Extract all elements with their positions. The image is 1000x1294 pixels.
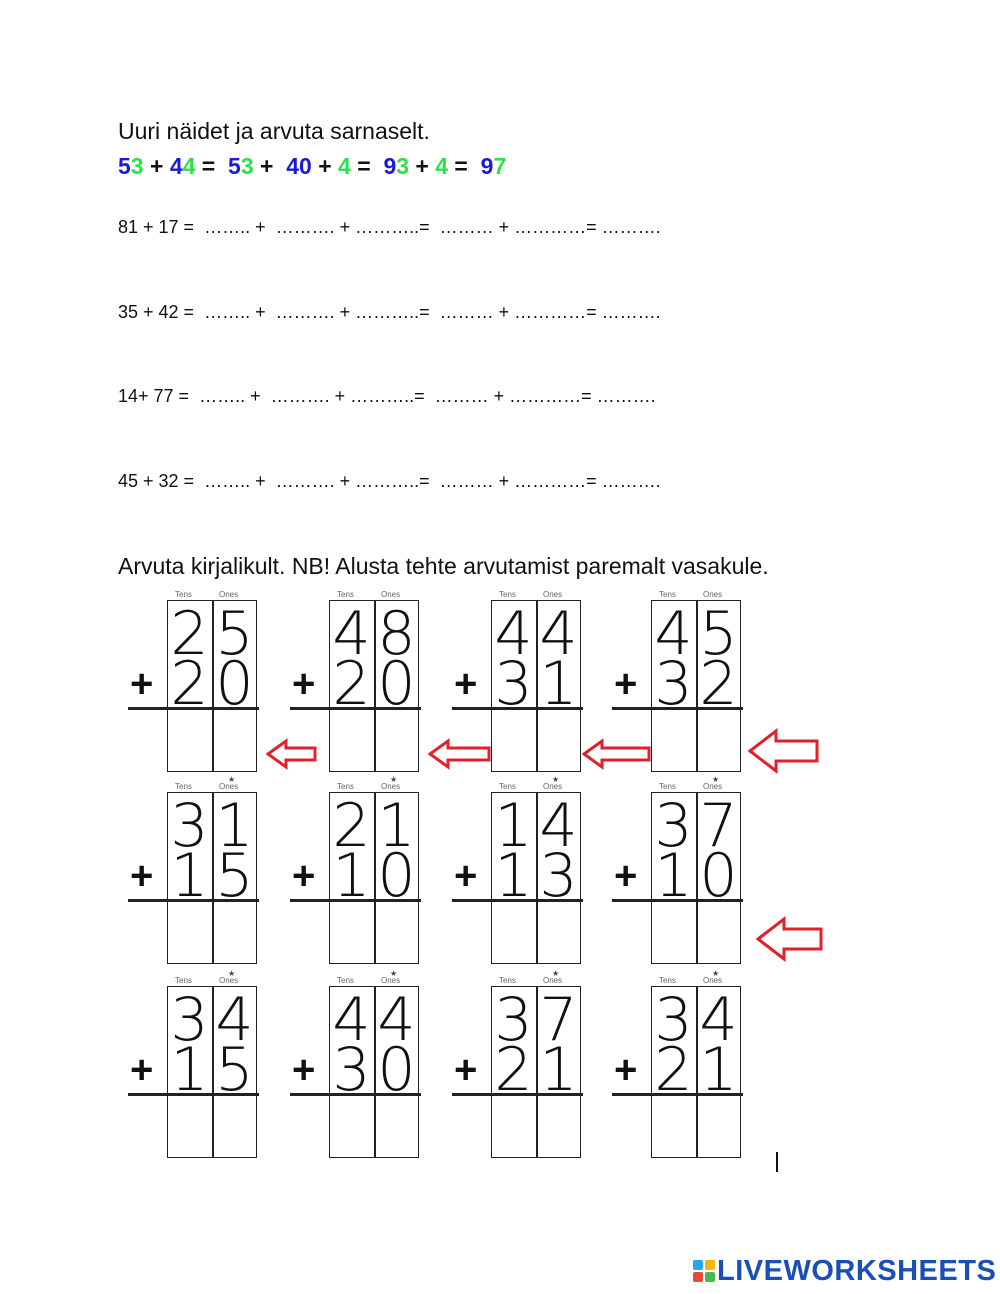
bottom-tens-digit: 1 (494, 841, 533, 911)
tens-label: Tens (499, 782, 516, 791)
example-token: + (311, 153, 339, 179)
tens-label: Tens (499, 976, 516, 985)
ones-label: Ones (543, 590, 563, 599)
bottom-tens-digit: 2 (332, 649, 371, 719)
tens-label: Tens (337, 590, 354, 599)
tens-label: Tens (659, 590, 676, 599)
addition-problem (280, 969, 416, 1168)
star-icon: ★ (712, 775, 720, 784)
bottom-ones-digit: 3 (539, 841, 578, 911)
plus-sign: + (454, 1048, 478, 1092)
top-ones-digit: 8 (377, 599, 416, 669)
top-ones-digit: 4 (539, 791, 578, 861)
bottom-tens-digit: 1 (170, 1035, 209, 1105)
top-tens-digit: 1 (494, 791, 533, 861)
answer-tens-input[interactable] (654, 906, 694, 958)
example-equation (118, 153, 506, 180)
exercise-line-3: 14+ 77 = …….. + ………. + ………..= ……… + …………= ………. (118, 386, 656, 406)
answer-ones-input[interactable] (539, 714, 579, 766)
addition-problem (118, 590, 252, 782)
star-icon: ★ (390, 969, 398, 978)
plus-sign: + (130, 662, 154, 706)
example-token: 5 (228, 153, 241, 179)
exercise-line-4: 45 + 32 = …….. + ………. + ………..= ……… + …………= ………. (118, 471, 661, 491)
text-cursor-mark (776, 1152, 778, 1172)
answer-tens-input[interactable] (494, 714, 534, 766)
addition-problem (280, 775, 416, 974)
left-arrow-icon (266, 738, 318, 770)
example-token: + (143, 153, 170, 179)
top-ones-digit: 1 (215, 791, 254, 861)
answer-ones-input[interactable] (539, 1100, 579, 1152)
top-tens-digit: 4 (332, 985, 371, 1055)
top-tens-digit: 2 (170, 599, 209, 669)
example-token: 3 (396, 153, 410, 179)
plus-sign: + (614, 854, 638, 898)
example-token: 4 (435, 153, 449, 179)
example-token: = (195, 153, 229, 179)
bottom-tens-digit: 1 (332, 841, 371, 911)
bottom-tens-digit: 3 (494, 649, 533, 719)
instruction-title-1: Uuri näidet ja arvuta sarnaselt. (118, 118, 430, 144)
answer-tens-input[interactable] (332, 906, 372, 958)
top-tens-digit: 3 (654, 985, 693, 1055)
bottom-ones-digit: 1 (539, 1035, 578, 1105)
answer-ones-input[interactable] (699, 1100, 739, 1152)
bottom-tens-digit: 2 (494, 1035, 533, 1105)
plus-sign: + (130, 1048, 154, 1092)
star-icon: ★ (228, 969, 236, 978)
bottom-tens-digit: 3 (654, 649, 693, 719)
answer-ones-input[interactable] (539, 906, 579, 958)
plus-sign: + (454, 854, 478, 898)
bottom-tens-digit: 1 (170, 841, 209, 911)
answer-tens-input[interactable] (170, 1100, 210, 1152)
tens-label: Tens (659, 782, 676, 791)
addition-problem (602, 969, 738, 1168)
top-ones-digit: 5 (699, 599, 738, 669)
top-ones-digit: 4 (215, 985, 254, 1055)
ones-label: Ones (219, 976, 239, 985)
star-icon: ★ (552, 969, 560, 978)
bottom-tens-digit: 1 (654, 841, 693, 911)
left-arrow-icon (428, 738, 492, 770)
bottom-ones-digit: 0 (215, 649, 254, 719)
top-tens-digit: 4 (494, 599, 533, 669)
addition-problem (442, 775, 578, 974)
answer-ones-input[interactable] (377, 1100, 417, 1152)
star-icon: ★ (552, 775, 560, 784)
top-tens-digit: 3 (170, 985, 209, 1055)
answer-tens-input[interactable] (494, 906, 534, 958)
example-token: 4 (338, 153, 351, 179)
bottom-tens-digit: 2 (170, 649, 209, 719)
ones-label: Ones (381, 782, 401, 791)
answer-tens-input[interactable] (170, 906, 210, 958)
exercise-line-1: 81 + 17 = …….. + ………. + ………..= ……… + …………= ………. (118, 217, 661, 237)
example-token: 3 (130, 153, 144, 179)
example-token: 7 (493, 153, 507, 179)
left-arrow-icon (582, 738, 652, 770)
top-ones-digit: 4 (699, 985, 738, 1055)
instruction-title-2: Arvuta kirjalikult. NB! Alusta tehte arvutamist paremalt vasakule. (118, 553, 769, 579)
example-token: 3 (240, 153, 254, 179)
brand-name: LIVEWORKSHEETS (717, 1254, 997, 1287)
top-tens-digit: 4 (654, 599, 693, 669)
ones-label: Ones (703, 590, 723, 599)
ones-label: Ones (543, 782, 563, 791)
bottom-ones-digit: 0 (377, 841, 416, 911)
addition-problem (442, 969, 578, 1168)
answer-tens-input[interactable] (654, 1100, 694, 1152)
answer-tens-input[interactable] (654, 714, 694, 766)
star-icon: ★ (390, 775, 398, 784)
top-ones-digit: 4 (377, 985, 416, 1055)
ones-label: Ones (543, 976, 563, 985)
bottom-ones-digit: 0 (699, 841, 738, 911)
tens-label: Tens (337, 782, 354, 791)
ones-label: Ones (703, 976, 723, 985)
answer-tens-input[interactable] (332, 714, 372, 766)
bottom-ones-digit: 1 (699, 1035, 738, 1105)
top-ones-digit: 4 (539, 599, 578, 669)
liveworksheets-logo[interactable] (693, 1253, 996, 1289)
addition-problem (602, 775, 738, 974)
example-token: 9 (383, 153, 397, 179)
plus-sign: + (130, 854, 154, 898)
answer-ones-input[interactable] (377, 714, 417, 766)
bottom-ones-digit: 1 (539, 649, 578, 719)
left-arrow-icon (748, 728, 820, 774)
top-tens-digit: 2 (332, 791, 371, 861)
bottom-ones-digit: 5 (215, 841, 254, 911)
example-token: = (350, 153, 384, 179)
answer-tens-input[interactable] (170, 714, 210, 766)
answer-ones-input[interactable] (215, 714, 255, 766)
example-token: 9 (480, 153, 494, 179)
answer-tens-input[interactable] (332, 1100, 372, 1152)
addition-problem (118, 969, 254, 1168)
plus-sign: + (292, 662, 316, 706)
tens-label: Tens (175, 590, 192, 599)
bottom-ones-digit: 2 (699, 649, 738, 719)
example-token: 4 (169, 153, 183, 179)
example-token: + (253, 153, 287, 179)
tens-label: Tens (337, 976, 354, 985)
answer-tens-input[interactable] (494, 1100, 534, 1152)
plus-sign: + (292, 1048, 316, 1092)
top-tens-digit: 3 (654, 791, 693, 861)
liveworksheets-logo-icon (693, 1260, 715, 1282)
plus-sign: + (614, 1048, 638, 1092)
example-token: 40 (286, 153, 312, 179)
tens-label: Tens (175, 976, 192, 985)
ones-label: Ones (703, 782, 723, 791)
tens-label: Tens (659, 976, 676, 985)
answer-ones-input[interactable] (699, 906, 739, 958)
plus-sign: + (614, 662, 638, 706)
plus-sign: + (454, 662, 478, 706)
answer-ones-input[interactable] (215, 906, 255, 958)
bottom-ones-digit: 0 (377, 1035, 416, 1105)
ones-label: Ones (219, 590, 239, 599)
bottom-ones-digit: 0 (377, 649, 416, 719)
left-arrow-icon (756, 916, 824, 962)
top-tens-digit: 4 (332, 599, 371, 669)
addition-problem (118, 775, 254, 974)
answer-ones-input[interactable] (215, 1100, 255, 1152)
star-icon: ★ (712, 969, 720, 978)
example-token: = (448, 153, 481, 179)
bottom-tens-digit: 2 (654, 1035, 693, 1105)
star-icon: ★ (228, 775, 236, 784)
bottom-ones-digit: 5 (215, 1035, 254, 1105)
tens-label: Tens (175, 782, 192, 791)
top-ones-digit: 1 (377, 791, 416, 861)
ones-label: Ones (219, 782, 239, 791)
top-ones-digit: 7 (699, 791, 738, 861)
example-token: 4 (182, 153, 196, 179)
ones-label: Ones (381, 590, 401, 599)
top-tens-digit: 3 (170, 791, 209, 861)
example-token: + (409, 153, 436, 179)
answer-ones-input[interactable] (377, 906, 417, 958)
top-ones-digit: 5 (215, 599, 254, 669)
ones-label: Ones (381, 976, 401, 985)
top-ones-digit: 7 (539, 985, 578, 1055)
plus-sign: + (292, 854, 316, 898)
bottom-tens-digit: 3 (332, 1035, 371, 1105)
tens-label: Tens (499, 590, 516, 599)
top-tens-digit: 3 (494, 985, 533, 1055)
exercise-line-2: 35 + 42 = …….. + ………. + ………..= ……… + …………= ………. (118, 302, 661, 322)
example-token: 5 (118, 153, 131, 179)
answer-ones-input[interactable] (699, 714, 739, 766)
